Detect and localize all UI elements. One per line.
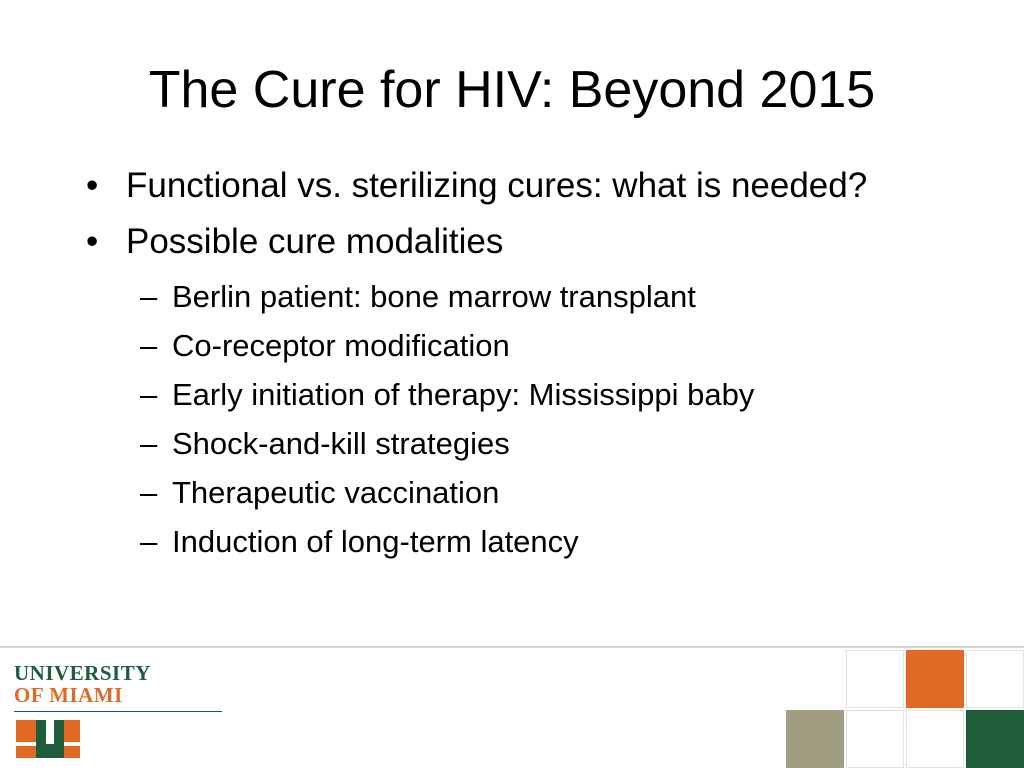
- u-logo-icon: [16, 720, 80, 760]
- sub-bullet-text: Induction of long-term latency: [172, 524, 579, 559]
- logo-text-of-miami: OF MIAMI: [14, 683, 123, 707]
- tile-outline: [966, 650, 1024, 708]
- tile-orange: [906, 650, 964, 708]
- sub-bullet-item: [86, 419, 946, 468]
- sub-bullet-text: Early initiation of therapy: Mississippi baby: [172, 377, 755, 412]
- bullet-marker: •: [86, 166, 99, 205]
- bullet-marker: •: [86, 222, 99, 261]
- sub-bullet-list: [86, 272, 946, 566]
- tile-outline: [846, 710, 904, 768]
- tile-green: [966, 710, 1024, 768]
- dash-marker: –: [140, 328, 158, 363]
- bullet-item: [86, 218, 946, 266]
- tile-tan: [786, 710, 844, 768]
- bullet-item: [86, 162, 946, 210]
- sub-bullet-text: Shock-and-kill strategies: [172, 426, 510, 461]
- tile-outline: [846, 650, 904, 708]
- dash-marker: –: [140, 377, 158, 412]
- university-logo: [14, 660, 224, 760]
- sub-bullet-text: Therapeutic vaccination: [172, 475, 500, 510]
- logo-text-university: UNIVERSITY: [14, 661, 151, 685]
- dash-marker: –: [140, 279, 158, 314]
- tile-outline: [906, 710, 964, 768]
- bullet-text: Functional vs. sterilizing cures: what is needed?: [126, 166, 868, 205]
- sub-bullet-item: [86, 272, 946, 321]
- dash-marker: –: [140, 426, 158, 461]
- bullet-text: Possible cure modalities: [126, 222, 504, 261]
- sub-bullet-text: Berlin patient: bone marrow transplant: [172, 279, 696, 314]
- dash-marker: –: [140, 475, 158, 510]
- sub-bullet-item: [86, 321, 946, 370]
- sub-bullet-item: [86, 370, 946, 419]
- sub-bullet-text: Co-receptor modification: [172, 328, 510, 363]
- bullet-list: [86, 162, 946, 566]
- slide-title: The Cure for HIV: Beyond 2015: [148, 61, 876, 119]
- decorative-tiles: [784, 648, 1024, 768]
- dash-marker: –: [140, 524, 158, 559]
- sub-bullet-item: [86, 517, 946, 566]
- sub-bullet-item: [86, 468, 946, 517]
- logo-divider: [14, 711, 222, 712]
